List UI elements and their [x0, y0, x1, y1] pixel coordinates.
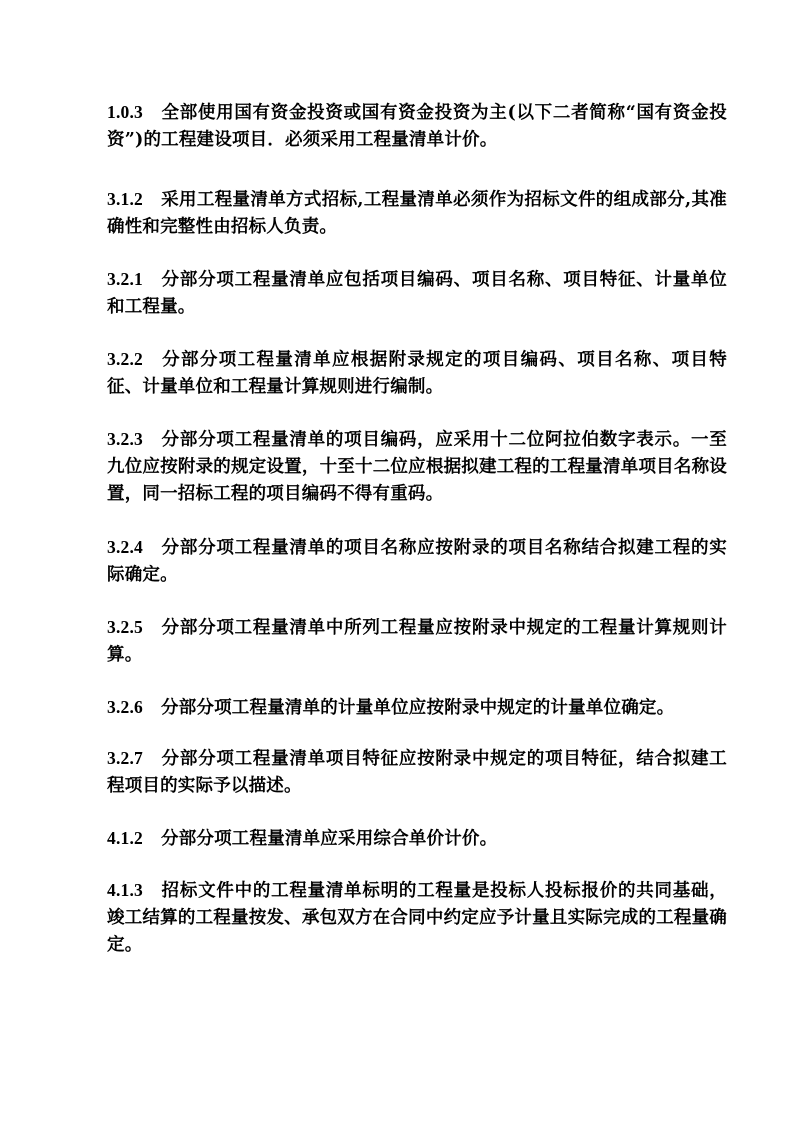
clause-text: 分部分项工程量清单应包括项目编码、项目名称、项目特征、计量单位和工程量。: [107, 270, 727, 317]
clause-number: 3.1.2: [107, 189, 143, 209]
clause-text: 分部分项工程量清单中所列工程量应按附录中规定的工程量计算规则计算。: [107, 618, 727, 665]
clause-3-2-5: [107, 614, 727, 669]
clause-text: 分部分项工程量清单的项目名称应按附录的项目名称结合拟建工程的实际确定。: [107, 538, 727, 585]
clause-text: 分部分项工程量清单的项目编码，应采用十二位阿拉伯数字表示。一至九位应按附录的规定设置，十至十二位应根据拟建工程的工程量清单项目名称设置，同一招标工程的项目编码不得有重码。: [107, 430, 727, 504]
clause-3-2-2: [107, 346, 727, 401]
clause-number: 4.1.2: [107, 828, 143, 848]
clause-3-2-3: [107, 426, 727, 508]
clause-3-2-7: [107, 745, 727, 800]
clause-4-1-2: [107, 825, 727, 853]
clause-text: 分部分项工程量清单项目特征应按附录中规定的项目特征，结合拟建工程项目的实际予以描述。: [107, 749, 727, 796]
clause-number: 3.2.6: [107, 697, 143, 717]
clause-4-1-3: [107, 877, 727, 959]
clause-text: 分部分项工程量清单应采用综合单价计价。: [161, 829, 498, 849]
clause-3-1-2: [107, 186, 727, 241]
clause-3-2-6: [107, 694, 727, 722]
clause-text: 分部分项工程量清单应根据附录规定的项目编码、项目名称、项目特征、计量单位和工程量计算规则进行编制。: [107, 350, 727, 397]
clause-number: 3.2.2: [107, 349, 143, 369]
clause-number: 3.2.1: [107, 269, 143, 289]
clause-3-2-1: [107, 266, 727, 321]
clause-number: 4.1.3: [107, 880, 143, 900]
clause-1-0-3: [107, 99, 727, 154]
clause-number: 3.2.7: [107, 748, 143, 768]
clause-number: 1.0.3: [107, 102, 143, 122]
clause-number: 3.2.3: [107, 429, 143, 449]
clause-text: 采用工程量清单方式招标,工程量清单必须作为招标文件的组成部分,其准确性和完整性由招标人负责。: [107, 190, 727, 237]
clause-text: 全部使用国有资金投资或国有资金投资为主(以下二者简称“国有资金投资”)的工程建设项目．必须采用工程量清单计价。: [107, 103, 727, 150]
clause-text: 分部分项工程量清单的计量单位应按附录中规定的计量单位确定。: [161, 698, 675, 718]
clause-number: 3.2.5: [107, 617, 143, 637]
clause-3-2-4: [107, 534, 727, 589]
clause-text: 招标文件中的工程量清单标明的工程量是投标人投标报价的共同基础，竣工结算的工程量按发、承包双方在合同中约定应予计量且实际完成的工程量确定。: [107, 881, 727, 955]
clause-number: 3.2.4: [107, 537, 143, 557]
